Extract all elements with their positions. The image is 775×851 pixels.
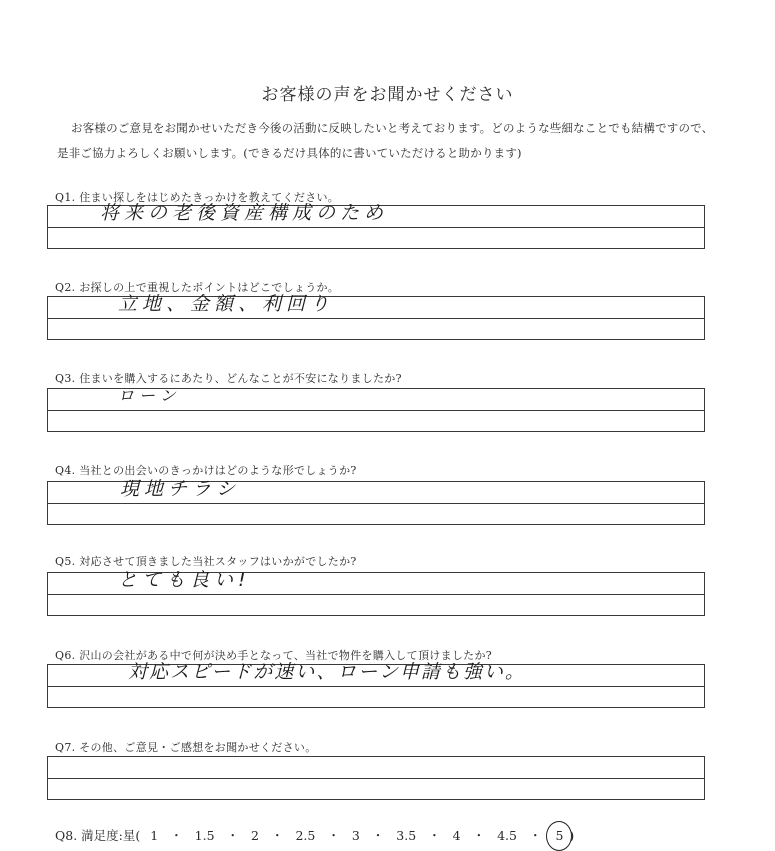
rating-option[interactable]: 1.5: [194, 828, 215, 843]
rating-separator: ・: [327, 828, 340, 843]
answer-text-q5: とても良い!: [118, 569, 251, 591]
answer-rule: [48, 227, 704, 228]
answer-rule: [48, 410, 704, 411]
rating-option[interactable]: 2: [251, 828, 259, 843]
question-label-q6: Q6. 沢山の会社がある中で何が決め手となって、当社で物件を購入して頂けましたか?: [55, 649, 492, 662]
rating-separator: ・: [528, 828, 542, 843]
rating-option[interactable]: 4.5: [497, 828, 517, 843]
rating-separator: ・: [270, 828, 284, 843]
answer-rule: [48, 778, 704, 779]
answer-box-q6[interactable]: [47, 661, 705, 708]
answer-text-q3: ローン: [118, 386, 181, 405]
rating-option[interactable]: 1: [150, 828, 159, 843]
rating-option[interactable]: 4: [452, 828, 461, 843]
answer-text-q1: 将来の老後資産構成のため: [100, 202, 389, 224]
question-label-q7: Q7. その他、ご意見・ご感想をお聞かせください。: [55, 741, 317, 754]
satisfaction-rating: [55, 826, 574, 844]
answer-rule: [48, 686, 704, 687]
answer-text-q6: 対応スピードが速い、ローン申請も強い。: [128, 661, 526, 683]
rating-separator: ・: [170, 828, 183, 843]
answer-box-q5[interactable]: [47, 569, 705, 616]
answer-rule: [48, 318, 704, 319]
rating-label: Q8. 満足度:星(: [55, 828, 141, 843]
selected-circle-mark: [546, 821, 575, 851]
answer-rule: [48, 503, 704, 504]
rating-separator: ・: [472, 828, 486, 843]
rating-separator: ・: [428, 828, 441, 843]
answer-box-q4[interactable]: [47, 478, 705, 525]
rating-separator: ・: [371, 828, 385, 843]
answer-box-q1[interactable]: [47, 202, 705, 249]
question-label-q3: Q3. 住まいを購入するにあたり、どんなことが不安になりましたか?: [55, 372, 402, 385]
answer-text-q2: 立地、金額、利回り: [118, 293, 335, 315]
answer-box-q3[interactable]: [47, 388, 705, 432]
answer-box-q2[interactable]: [47, 293, 705, 340]
question-label-q1: Q1. 住まい探しをはじめたきっかけを教えてください。: [55, 191, 340, 204]
answer-text-q4: 現地チラシ: [120, 478, 241, 500]
question-label-q2: Q2. お探しの上で重視したポイントはどこでしょうか。: [55, 281, 340, 294]
answer-box-q7[interactable]: [47, 756, 705, 800]
page-title: お客様の声をお聞かせください: [261, 85, 514, 105]
answer-rule: [48, 594, 704, 595]
rating-option[interactable]: 3: [351, 828, 360, 843]
rating-separator: ・: [226, 828, 240, 843]
rating-close-paren: ): [569, 828, 575, 843]
rating-option-selected-value: 5: [555, 828, 564, 843]
rating-option[interactable]: 2.5: [295, 828, 316, 843]
question-label-q5: Q5. 対応させて頂きました当社スタッフはいかがでしたか?: [55, 555, 357, 568]
intro-text: お客様のご意見をお聞かせいただき今後の活動に反映したいと考えております。どのような些細なことでも結構ですので、是非ご協力よろしくお願いします。(できるだけ具体的に書いていただけると助かります): [57, 121, 714, 160]
rating-option-selected[interactable]: [553, 828, 565, 843]
question-label-q4: Q4. 当社との出会いのきっかけはどのような形でしょうか?: [55, 464, 357, 477]
rating-option[interactable]: 3.5: [396, 828, 417, 843]
